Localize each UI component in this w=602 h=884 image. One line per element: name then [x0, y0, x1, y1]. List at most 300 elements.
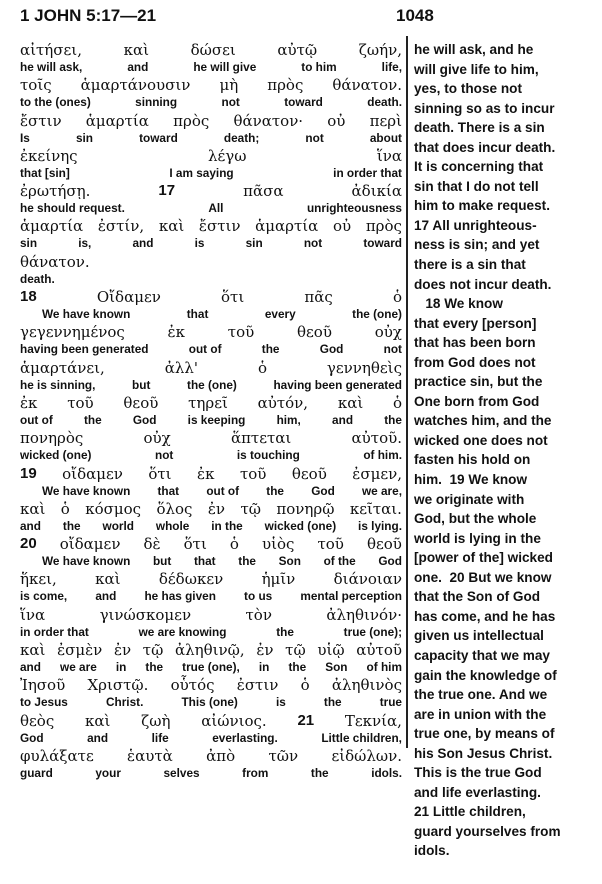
english-gloss-line — [20, 342, 402, 356]
greek-word: οἴδαμεν — [62, 464, 123, 483]
greek-word: αὐτοῦ — [356, 641, 402, 660]
greek-word: ἡμῖν — [261, 570, 296, 589]
greek-word: καὶ — [158, 217, 185, 236]
interlinear-row — [20, 111, 402, 146]
english-gloss: sinning — [135, 95, 178, 110]
verse-number: 21 — [297, 711, 315, 729]
english-gloss: We have known — [42, 483, 131, 498]
interlinear-row — [20, 640, 402, 675]
greek-word: ἀληθινῷ, — [175, 641, 245, 660]
greek-word: οὐ — [327, 111, 346, 130]
translation-line: fasten his hold on — [414, 452, 531, 468]
translation-line: the true one. And we — [414, 687, 548, 703]
greek-word: μὴ — [219, 76, 239, 95]
greek-word: ὅτι — [221, 288, 245, 307]
english-gloss: he has given — [144, 589, 216, 604]
greek-word: ἁμαρτία — [255, 217, 319, 236]
greek-word: ὁ — [300, 676, 310, 695]
greek-word: ἐκ — [197, 464, 215, 483]
translation-line: death. There is a sin — [414, 120, 545, 136]
greek-word: ἅπτεται — [230, 429, 292, 448]
english-gloss: your — [95, 765, 121, 780]
english-gloss: not — [154, 448, 174, 463]
greek-word: ἐκ — [20, 393, 38, 412]
interlinear-row — [20, 605, 402, 640]
greek-word: ὁ — [392, 288, 402, 307]
verse-number: 17 — [158, 182, 176, 200]
greek-word: ἀδικία — [351, 182, 402, 201]
translation-line: given us intellectual — [414, 628, 544, 644]
greek-word: θεοῦ — [297, 323, 332, 342]
greek-word: θεοῦ — [366, 535, 402, 554]
greek-word: ὅτι — [183, 535, 207, 554]
greek-line — [20, 40, 402, 60]
english-gloss: All — [208, 201, 224, 216]
greek-word: Ἰησοῦ — [20, 676, 66, 695]
english-gloss: the — [323, 695, 342, 710]
english-gloss-line — [20, 589, 402, 603]
translation-line: guard yourselves from — [414, 823, 561, 839]
english-gloss: and — [95, 589, 117, 604]
interlinear-row — [20, 746, 402, 781]
greek-word: Τεκνία, — [344, 711, 402, 730]
english-gloss: but — [132, 377, 151, 392]
greek-word: ἁμαρτάνει, — [20, 358, 105, 377]
english-gloss: is come, — [20, 589, 68, 604]
greek-word: υἱῷ — [317, 641, 345, 660]
translation-line: wicked one does not — [414, 432, 548, 448]
translation-line: watches him, and the — [414, 413, 552, 429]
interlinear-row — [20, 252, 402, 287]
greek-word: κόσμος — [85, 499, 142, 518]
greek-word: τοῦ — [239, 464, 267, 483]
greek-word: οὗτός — [170, 676, 215, 695]
english-gloss: wicked (one) — [264, 518, 337, 533]
greek-word: ἐρωτήσῃ. — [20, 182, 91, 201]
greek-word: ἐσμεν, — [352, 464, 402, 483]
english-gloss: selves — [163, 765, 200, 780]
english-gloss: he will ask, — [20, 60, 83, 74]
english-gloss: every — [264, 307, 296, 322]
translation-line: ness is sin; and yet — [414, 237, 540, 253]
english-gloss: the — [145, 660, 164, 675]
greek-word: αὐτοῦ. — [351, 429, 402, 448]
greek-word: πονηρὸς — [20, 429, 84, 448]
english-gloss-line — [20, 519, 402, 533]
greek-word: ἐκείνης — [20, 146, 78, 165]
greek-word: αὐτῷ — [277, 41, 318, 59]
greek-word: πᾶσα — [243, 182, 284, 201]
greek-line — [20, 146, 402, 166]
greek-word: αἰώνιος. — [201, 711, 267, 730]
greek-word: ἁμαρτάνουσιν — [80, 76, 191, 95]
translation-line: his Son Jesus Christ. — [414, 745, 553, 761]
translation-line: capacity that we may — [414, 647, 550, 663]
english-gloss: out of — [206, 483, 240, 498]
greek-line — [20, 322, 402, 342]
translation-line: 18 We know — [414, 296, 503, 312]
translation-line: does not incur death. — [414, 276, 552, 292]
greek-line — [20, 605, 402, 625]
english-gloss-line — [20, 131, 402, 145]
english-gloss: in — [115, 660, 127, 675]
translation-line: It is concerning that — [414, 159, 544, 175]
english-gloss: God — [378, 554, 402, 569]
english-gloss: is — [275, 695, 286, 710]
interlinear-row — [20, 393, 402, 428]
page-number: 1048 — [396, 6, 434, 25]
greek-word: τὸν — [245, 605, 272, 624]
english-gloss: the — [62, 518, 81, 533]
english-gloss-line — [20, 272, 402, 286]
greek-line — [20, 675, 402, 695]
english-gloss: true (one); — [343, 624, 402, 639]
translation-line: [power of the] wicked — [414, 550, 553, 566]
translation-line: yes, to those not — [414, 81, 523, 97]
english-gloss: we are knowing — [138, 624, 227, 639]
greek-word: λέγω — [207, 146, 247, 165]
english-gloss: out of — [188, 342, 222, 357]
english-gloss: death. — [20, 271, 55, 286]
greek-word: γεγεννημένος — [20, 323, 125, 342]
greek-word: τῶν — [268, 746, 299, 765]
interlinear-row — [20, 499, 402, 534]
verse-number: 19 — [20, 464, 37, 482]
english-gloss: mental perception — [300, 589, 402, 604]
english-gloss: that — [193, 554, 216, 569]
greek-line — [20, 111, 402, 131]
interlinear-row — [20, 711, 402, 746]
english-gloss: him, — [276, 412, 301, 427]
interlinear-row — [20, 569, 402, 604]
english-gloss: he will give — [193, 60, 257, 74]
english-gloss: to him — [301, 60, 337, 74]
greek-word: θάνατον. — [20, 252, 90, 271]
english-gloss: and — [20, 660, 41, 675]
greek-word: Χριστῷ. — [87, 676, 149, 695]
greek-word: τοῖς — [20, 76, 52, 95]
english-gloss: life — [151, 730, 169, 745]
greek-word: τοῦ — [227, 323, 255, 342]
translation-line: world is lying in the — [414, 530, 541, 546]
translation-line: that does incur death. — [414, 139, 556, 155]
greek-word: καὶ — [20, 499, 46, 518]
english-gloss: the (one) — [187, 377, 237, 392]
greek-word: ἐκ — [167, 323, 185, 342]
translation-line: that the Son of God — [414, 589, 541, 605]
greek-word: οὐχ — [374, 323, 402, 342]
english-gloss: about — [369, 130, 402, 145]
english-gloss: is, — [78, 236, 92, 251]
english-gloss-line — [20, 766, 402, 780]
greek-word: ἐν — [113, 641, 132, 660]
translation-line: gain the knowledge of — [414, 667, 557, 683]
english-gloss-line — [20, 413, 402, 427]
translation-line: sin that I do not tell — [414, 178, 539, 194]
greek-word: καὶ — [337, 393, 364, 412]
greek-word: ἵνα — [376, 146, 402, 165]
english-gloss: is lying. — [358, 518, 402, 533]
translation-line: practice sin, but the — [414, 374, 543, 390]
english-gloss: unrighteousness — [306, 201, 402, 216]
translation-line: sinning so as to incur — [414, 100, 555, 116]
greek-word: ὅλος — [156, 499, 193, 518]
greek-word: καὶ — [20, 641, 46, 660]
english-gloss: to Jesus — [20, 695, 68, 710]
english-gloss: having been generated — [20, 342, 149, 357]
translation-line: one. 20 But we know — [414, 569, 552, 585]
english-gloss: life, — [381, 60, 402, 74]
english-gloss: sin — [245, 236, 263, 251]
english-gloss: the (one) — [352, 307, 402, 322]
greek-word: θάνατον. — [332, 76, 402, 95]
greek-line — [20, 569, 402, 589]
greek-word: τῷ — [285, 641, 306, 660]
greek-word: καὶ — [95, 570, 121, 589]
english-gloss: in order that — [20, 624, 89, 639]
greek-word: οἴδαμεν — [59, 535, 121, 554]
greek-line — [20, 252, 402, 272]
page-header — [20, 6, 590, 28]
greek-word: ἔστιν — [198, 217, 241, 236]
greek-word: ἑαυτὰ — [127, 746, 173, 765]
translation-line: has come, and he has — [414, 608, 556, 624]
translation-line: idols. — [414, 843, 450, 859]
english-gloss: is touching — [236, 448, 300, 463]
english-gloss: we are, — [361, 483, 402, 498]
english-gloss: We have known — [42, 554, 131, 569]
greek-word: δώσει — [190, 41, 236, 59]
english-gloss: and — [132, 236, 154, 251]
translation-line: him. 19 We know — [414, 472, 528, 488]
english-gloss: God — [319, 342, 344, 357]
greek-word: εἰδώλων. — [331, 746, 402, 765]
greek-word: ὅτι — [148, 464, 172, 483]
greek-line — [20, 216, 402, 236]
interlinear-column — [20, 40, 402, 781]
english-gloss: to the (ones) — [20, 95, 91, 110]
greek-word: τοῦ — [67, 393, 94, 412]
greek-word: πρὸς — [173, 111, 210, 130]
english-gloss: This (one) — [181, 695, 238, 710]
greek-word: δέδωκεν — [158, 570, 224, 589]
english-gloss: Christ. — [105, 695, 144, 710]
greek-word: ἀπὸ — [206, 746, 236, 765]
greek-line — [20, 464, 402, 484]
greek-word: ἐν — [256, 641, 274, 660]
english-gloss-line — [20, 660, 402, 674]
greek-word: ζωήν, — [358, 41, 402, 59]
english-gloss: of him — [366, 660, 402, 675]
english-gloss: We have known — [42, 307, 131, 322]
english-gloss-line — [20, 484, 402, 498]
greek-line — [20, 640, 402, 660]
interlinear-row — [20, 181, 402, 216]
greek-word: ἔστιν — [20, 111, 62, 130]
greek-word: ἥκει, — [20, 570, 57, 589]
interlinear-row — [20, 287, 402, 322]
greek-word: αὐτόν, — [257, 393, 309, 412]
translation-line: that every [person] — [414, 315, 537, 331]
english-gloss: that — [186, 307, 209, 322]
greek-word: ἐν — [207, 499, 226, 518]
english-gloss: and — [127, 60, 149, 74]
greek-word: ὁ — [229, 535, 239, 554]
english-gloss-line — [20, 695, 402, 709]
greek-word: πρὸς — [365, 217, 402, 236]
greek-line — [20, 499, 402, 519]
english-gloss-line — [20, 448, 402, 462]
english-gloss: the — [384, 412, 402, 427]
greek-word: θάνατον· — [233, 111, 304, 130]
english-gloss: toward — [363, 236, 402, 251]
english-gloss: the — [83, 412, 102, 427]
english-gloss: sin — [75, 130, 93, 145]
greek-word: περὶ — [369, 111, 402, 130]
english-gloss: in order that — [333, 165, 402, 180]
english-gloss: death; — [223, 130, 260, 145]
english-gloss: out of — [20, 412, 53, 427]
greek-word: ὁ — [60, 499, 70, 518]
greek-line — [20, 358, 402, 378]
greek-word: θεὸς — [20, 711, 55, 730]
english-gloss: we are — [60, 660, 97, 675]
interlinear-row — [20, 464, 402, 499]
english-gloss: and — [87, 730, 109, 745]
greek-word: ἁμαρτία — [85, 111, 149, 130]
english-gloss: Little children, — [321, 730, 402, 745]
greek-word: οὐχ — [143, 429, 171, 448]
english-gloss-line — [20, 554, 402, 568]
column-divider — [406, 36, 408, 748]
english-gloss: whole — [155, 518, 190, 533]
greek-line — [20, 393, 402, 413]
english-gloss: the — [310, 765, 329, 780]
greek-line — [20, 428, 402, 448]
greek-word: καὶ — [84, 711, 111, 730]
greek-word: ἁμαρτία — [20, 217, 84, 236]
greek-word: γινώσκομεν — [99, 605, 192, 624]
english-gloss: world — [102, 518, 134, 533]
english-gloss: the — [266, 483, 284, 498]
greek-word: ἐστίν, — [97, 217, 145, 236]
translation-line: This is the true God — [414, 765, 542, 781]
english-gloss-line — [20, 201, 402, 215]
greek-word: ἀλλ' — [164, 358, 199, 377]
interlinear-row — [20, 428, 402, 463]
english-gloss: the — [276, 624, 294, 639]
verse-number: 20 — [20, 535, 37, 553]
english-gloss: not — [305, 130, 324, 145]
greek-word: ἐσμὲν — [57, 641, 103, 660]
english-gloss: God — [132, 412, 157, 427]
greek-word: αἰτήσει, — [20, 41, 82, 59]
english-gloss-line — [20, 625, 402, 639]
greek-line — [20, 711, 402, 731]
english-gloss: wicked (one) — [20, 448, 92, 463]
translation-line: 17 All unrighteous- — [414, 217, 537, 233]
translation-line: are in union with the — [414, 706, 547, 722]
english-gloss: toward — [139, 130, 178, 145]
english-gloss: having been generated — [273, 377, 402, 392]
greek-word: πρὸς — [267, 76, 304, 95]
interlinear-row — [20, 75, 402, 110]
english-gloss: the — [288, 660, 307, 675]
interlinear-row — [20, 40, 402, 75]
english-gloss: sin — [20, 236, 38, 251]
english-gloss: of the — [323, 554, 356, 569]
english-gloss: I am saying — [169, 165, 234, 180]
greek-word: θεοῦ — [291, 464, 327, 483]
greek-word: ἀληθινόν· — [326, 605, 402, 624]
translation-column — [414, 40, 590, 861]
translation-line: we originate with — [414, 491, 525, 507]
english-gloss: toward — [284, 95, 323, 110]
greek-word: διάνοιαν — [333, 570, 402, 589]
translation-line: will give life to him, — [414, 61, 539, 77]
greek-word: υἱὸς — [261, 535, 295, 554]
greek-word: Οἴδαμεν — [96, 288, 161, 307]
english-gloss: not — [383, 342, 402, 357]
english-gloss: he should request. — [20, 201, 125, 216]
interlinear-row — [20, 216, 402, 251]
english-gloss: not — [221, 95, 240, 110]
chapter-verse-reference: 1 JOHN 5:17—21 — [20, 6, 157, 25]
translation-line: from God does not — [414, 354, 536, 370]
greek-line — [20, 534, 402, 554]
greek-word: γεννηθεὶς — [326, 358, 402, 377]
translation-line: him to make request. — [414, 198, 550, 214]
greek-word: ὁ — [392, 393, 402, 412]
english-gloss: death. — [367, 95, 402, 110]
greek-word: τῷ — [142, 641, 164, 660]
greek-word: οὐ — [332, 217, 352, 236]
english-gloss: the — [238, 554, 256, 569]
english-gloss: that — [157, 483, 180, 498]
greek-word: τοῦ — [317, 535, 344, 554]
translation-line: God, but the whole — [414, 511, 537, 527]
english-gloss: of him. — [363, 448, 402, 463]
english-gloss: is keeping — [187, 412, 246, 427]
english-gloss-line — [20, 307, 402, 321]
english-gloss-line — [20, 166, 402, 180]
english-gloss: is — [194, 236, 205, 251]
english-gloss-line — [20, 95, 402, 109]
english-gloss: guard — [20, 765, 53, 780]
english-gloss: idols. — [371, 765, 402, 780]
greek-word: ἐστιν — [236, 676, 279, 695]
english-gloss: Son — [278, 554, 301, 569]
greek-word: κεῖται. — [349, 499, 402, 518]
greek-line — [20, 746, 402, 766]
greek-line — [20, 181, 402, 201]
english-gloss: in the — [211, 518, 243, 533]
english-gloss: not — [303, 236, 323, 251]
translation-line: and life everlasting. — [414, 784, 541, 800]
english-gloss: God — [311, 483, 335, 498]
translation-line: there is a sin that — [414, 257, 526, 273]
english-gloss: God — [20, 730, 44, 745]
translation-line: 21 Little children, — [414, 804, 526, 820]
greek-word: ζωὴ — [141, 711, 171, 730]
greek-word: δὲ — [143, 535, 161, 554]
english-gloss: he is sinning, — [20, 377, 96, 392]
greek-line — [20, 75, 402, 95]
greek-word: θεοῦ — [123, 393, 159, 412]
translation-line: One born from God — [414, 393, 540, 409]
greek-word: τῷ — [240, 499, 261, 518]
english-gloss-line — [20, 60, 402, 74]
